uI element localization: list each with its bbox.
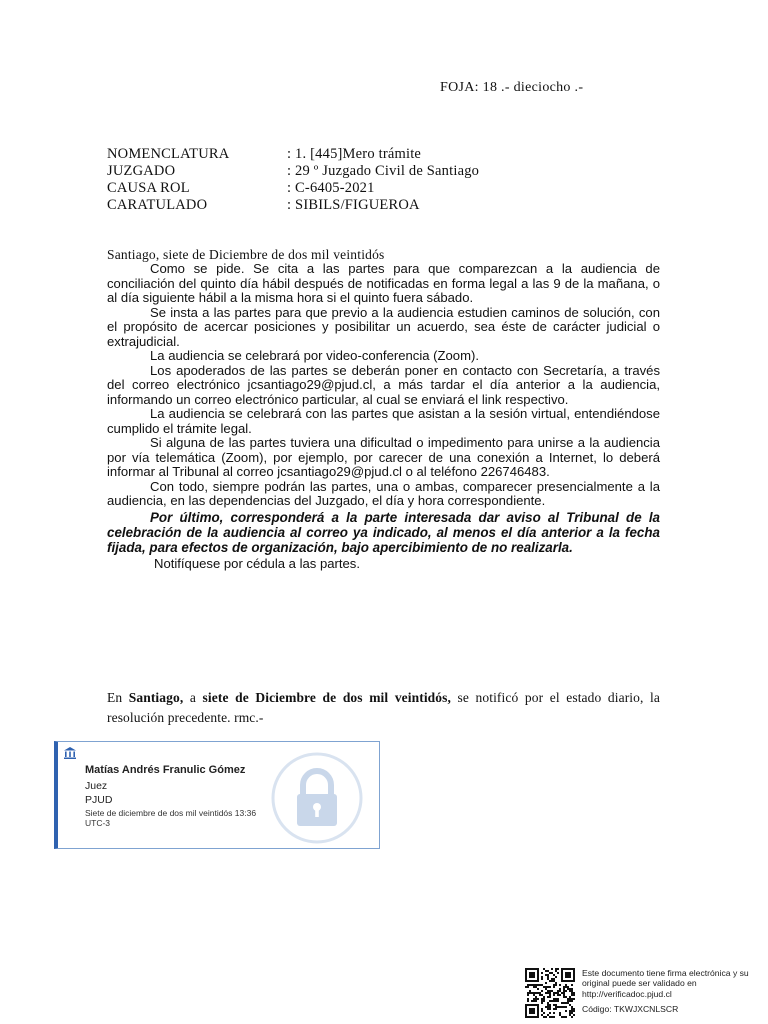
meta-label: CARATULADO — [107, 197, 208, 213]
bank-icon — [63, 746, 77, 760]
notif-prefix: En — [107, 690, 129, 705]
signature-box — [54, 741, 380, 849]
paragraph: La audiencia se celebrará con las partes que asistan a la sesión virtual, entendiéndose cumplido el trámite legal. — [107, 406, 660, 436]
meta-label: CAUSA ROL — [107, 180, 190, 196]
paragraph: La audiencia se celebrará por video-conferencia (Zoom). — [150, 348, 479, 363]
signer-role: Juez — [85, 780, 108, 792]
signer-name: Matías Andrés Franulic Gómez — [85, 764, 246, 776]
meta-value: : C-6405-2021 — [287, 180, 375, 196]
paragraph: Como se pide. Se cita a las partes para que comparezcan a la audiencia de conciliación del quinto día hábil después de notificadas en forma legal a las 9 de la mañana, o al día siguiente hábil a la misma hora si el quinto fuera sábado. — [107, 261, 660, 305]
notif-suffix: se notificó por el estado diario, la resolución precedente. rmc.- — [107, 690, 660, 725]
meta-label: JUZGADO — [107, 163, 176, 179]
signature-datetime: Siete de diciembre de dos mil veintidós 13:36 UTC-3 — [85, 808, 257, 828]
notif-date: siete de Diciembre de dos mil veintidós, — [202, 690, 451, 705]
notification-statement — [107, 688, 660, 728]
lock-icon — [271, 752, 363, 844]
qr-code — [525, 968, 575, 1018]
verification-text: Este documento tiene firma electrónica y su original puede ser validado en http://verificadoc.pjud.cl — [582, 968, 749, 999]
meta-row-juzgado — [107, 163, 479, 180]
paragraph: Con todo, siempre podrán las partes, una o ambas, comparecer presencialmente a la audiencia, en las dependencias del Juzgado, el día y hora correspondiente. — [107, 478, 660, 508]
notif-middle: a — [183, 690, 203, 705]
foja-header: FOJA: 18 .- dieciocho .- — [440, 80, 584, 95]
meta-row-nomenclatura — [107, 146, 479, 163]
closing-paragraph: Notifíquese por cédula a las partes. — [154, 555, 360, 571]
paragraph: Se insta a las partes para que previo a la audiencia estudien caminos de solución, con el propósito de acercar posiciones y posibilitar un acuerdo, sea éste de carácter judicial o extrajudicial. — [107, 304, 660, 349]
meta-value: : SIBILS/FIGUEROA — [287, 197, 420, 213]
bold-paragraph: Por último, corresponderá a la parte interesada dar aviso al Tribunal de la celebración de la audiencia al correo ya indicado, al menos el día anterior a la fecha fijada, para efectos de organización, bajo apercibimiento de no realizarla. — [107, 509, 660, 555]
notif-place: Santiago, — [128, 690, 184, 705]
meta-value: : 1. [445]Mero trámite — [287, 146, 422, 162]
paragraph: Los apoderados de las partes se deberán poner en contacto con Secretaría, a través del correo electrónico jcsantiago29@pjud.cl, a más tardar el día anterior a la audiencia, informando un correo electrónico particular, al cual se enviará el link respectivo. — [107, 362, 660, 407]
resolution-heading: Santiago, siete de Diciembre de dos mil veintidós — [107, 247, 385, 262]
meta-row-caratulado — [107, 197, 479, 214]
verification-code: Código: TKWJXCNLSCR — [582, 1004, 679, 1014]
meta-row-causa-rol — [107, 180, 479, 197]
meta-label: NOMENCLATURA — [107, 146, 230, 162]
case-metadata — [107, 146, 479, 214]
paragraph: Si alguna de las partes tuviera una dificultad o impedimento para unirse a la audiencia por vía telemática (Zoom), por ejemplo, por carecer de una conexión a Internet, lo deberá informar al Tribunal al correo jcsantiago29@pjud.cl o al teléfono 226746483. — [107, 435, 660, 479]
signer-org: PJUD — [85, 794, 113, 806]
resolution-body — [107, 262, 660, 571]
meta-value: : 29 º Juzgado Civil de Santiago — [287, 163, 480, 179]
